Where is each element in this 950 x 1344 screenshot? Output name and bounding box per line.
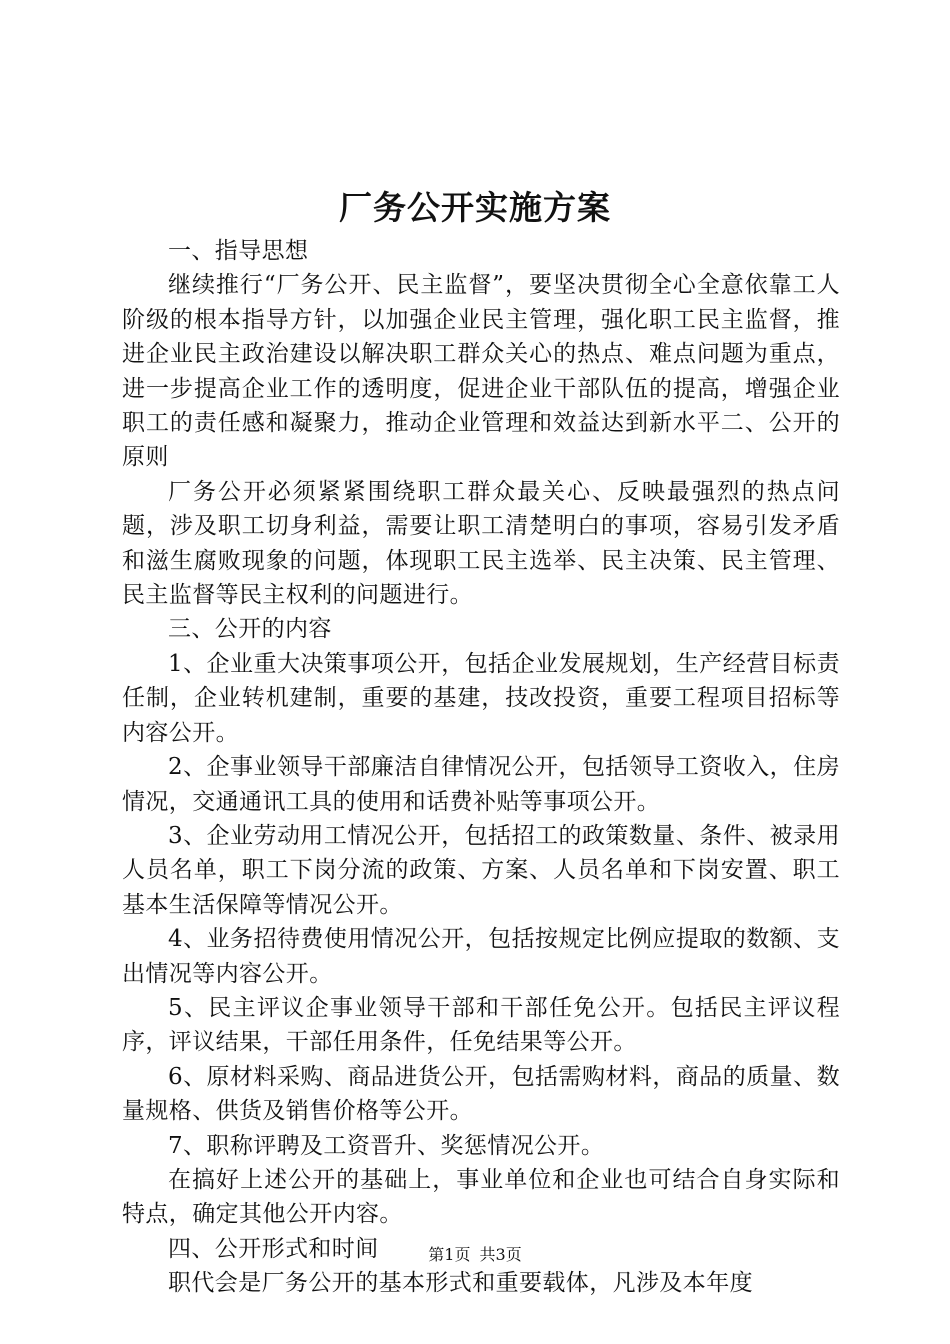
section-heading: 三、公开的内容 [168, 616, 332, 643]
section-heading: 一、指导思想 [168, 238, 309, 264]
paragraph: 在搞好上述公开的基础上，事业单位和企业也可结合自身实际和特点，确定其他公开内容。 [122, 1166, 840, 1228]
paragraph: 职代会是厂务公开的基本形式和重要载体，凡涉及本年度 [168, 1270, 753, 1297]
page-total: 共3页 [479, 1245, 522, 1264]
section-heading: 四、公开形式和时间 [168, 1235, 379, 1262]
document-title: 厂务公开实施方案 [339, 188, 611, 227]
page-number: 第1页 [428, 1245, 471, 1264]
list-item: 4、业务招待费使用情况公开，包括按规定比例应提取的数额、支出情况等内容公开。 [122, 926, 840, 987]
list-item: 1、企业重大决策事项公开，包括企业发展规划，生产经营目标责任制，企业转机建制，重要的基建，技改投资，重要工程项目招标等内容公开。 [122, 650, 840, 746]
list-item: 2、企事业领导干部廉洁自律情况公开，包括领导工资收入，住房情况，交通通讯工具的使用和话费补贴等事项公开。 [122, 754, 840, 815]
list-item: 3、企业劳动用工情况公开，包括招工的政策数量、条件、被录用人员名单，职工下岗分流的政策、方案、人员名单和下岗安置、职工基本生活保障等情况公开。 [122, 822, 840, 918]
list-item: 6、原材料采购、商品进货公开，包括需购材料，商品的质量、数量规格、供货及销售价格等公开。 [122, 1063, 840, 1125]
page-footer [0, 1243, 950, 1267]
document-body [122, 234, 840, 1301]
list-item: 7、职称评聘及工资晋升、奖惩情况公开。 [168, 1132, 605, 1159]
list-item: 5、民主评议企事业领导干部和干部任免公开。包括民主评议程序，评议结果，干部任用条件，任免结果等公开。 [122, 994, 840, 1056]
paragraph: 继续推行“厂务公开、民主监督”，要坚决贯彻全心全意依靠工人阶级的根本指导方针，以加强企业民主管理，强化职工民主监督，推进企业民主政治建设以解决职工群众关心的热点、难点问题为重点，进一步提高企业工作的透明度，促进企业干部队伍的提高，增强企业职工的责任感和凝聚力，推动企业管理和效益达到新水平二、公开的原则 [122, 272, 840, 471]
paragraph: 厂务公开必须紧紧围绕职工群众最关心、反映最强烈的热点问题，涉及职工切身利益，需要让职工清楚明白的事项，容易引发矛盾和滋生腐败现象的问题，体现职工民主选举、民主决策、民主管理、民主监督等民主权利的问题进行。 [122, 478, 840, 609]
